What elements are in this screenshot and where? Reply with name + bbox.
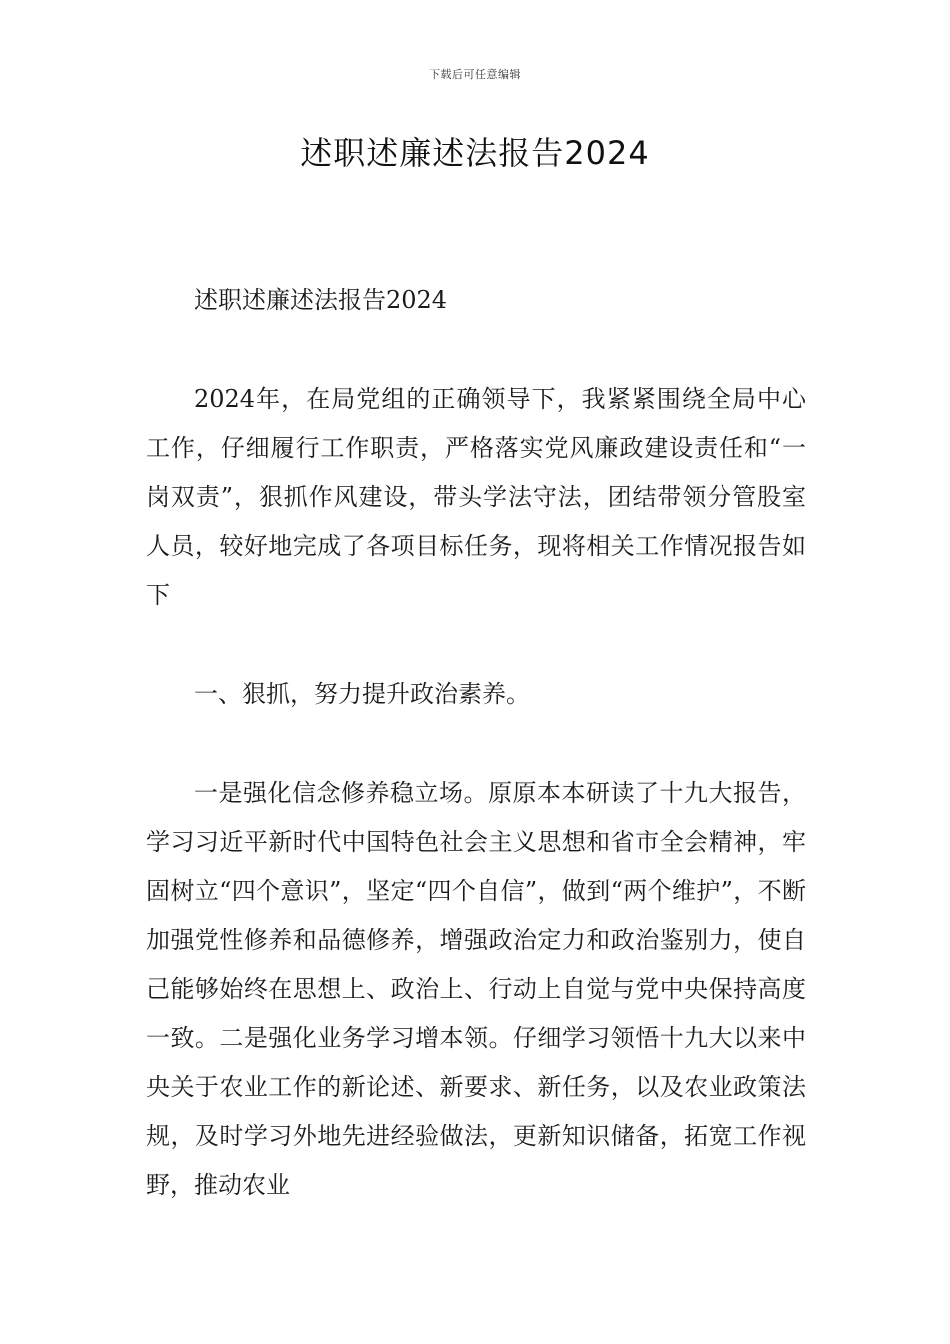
paragraph-section-body: 一是强化信念修养稳立场。原原本本研读了十九大报告，学习习近平新时代中国特色社会主义思想和省市全会精神，牢固树立“四个意识”，坚定“四个自信”，做到“两个维护”，不断加强党性修养和品德修养，增强政治定力和政治鉴别力，使自己能够始终在思想上、政治上、行动上自觉与党中央保持高度一致。二是强化业务学习增本领。仔细学习领悟十九大以来中央关于农业工作的新论述、新要求、新任务，以及农业政策法规，及时学习外地先进经验做法，更新知识储备，拓宽工作视野，推动农业 [146, 779, 806, 1199]
paragraph-intro: 2024年，在局党组的正确领导下，我紧紧围绕全局中心工作，仔细履行工作职责，严格落实党风廉政建设责任和“一岗双责”，狠抓作风建设，带头学法守法，团结带领分管股室人员，较好地完成了各项目标任务，现将相关工作情况报告如下 [146, 385, 806, 609]
document-body [146, 276, 806, 1260]
header-note: 下载后可任意编辑 [429, 68, 521, 81]
paragraph-subtitle: 述职述廉述法报告2024 [194, 286, 448, 314]
document-title: 述职述廉述法报告2024 [300, 134, 650, 172]
paragraph-section-heading: 一、狠抓，努力提升政治素养。 [194, 680, 530, 708]
